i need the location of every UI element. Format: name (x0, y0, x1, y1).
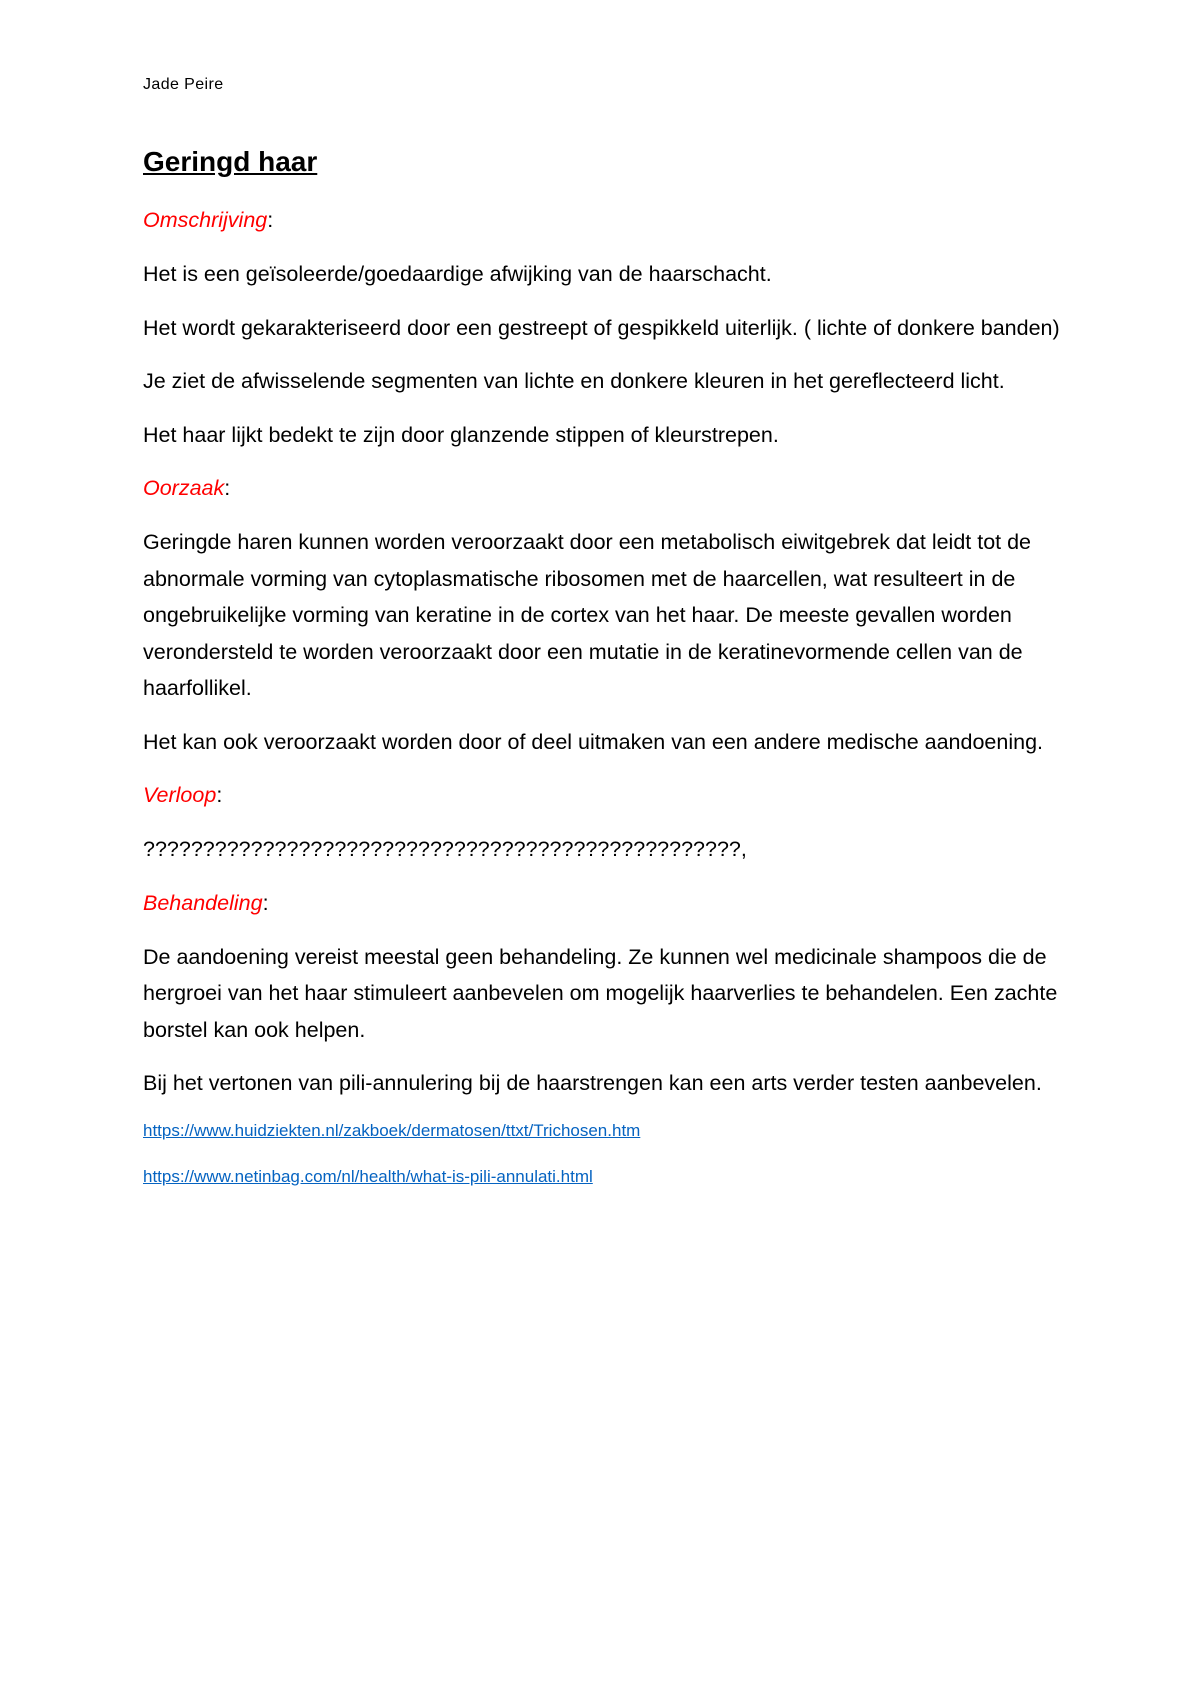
section-colon: : (267, 208, 274, 232)
section-colon: : (262, 890, 269, 915)
section-label-behandeling: Behandeling (143, 890, 263, 915)
page-title: Geringd haar (143, 146, 318, 177)
section-colon: : (224, 476, 231, 500)
section-heading-omschrijving (143, 202, 1063, 238)
paragraph-behandeling-1: De aandoening vereist meestal geen behandeling. Ze kunnen wel medicinale shampoos die de hergroei van het haar stimuleert aanbevelen om mogelijk haarverlies te behandelen. Een zachte borstel kan ook helpen. (143, 944, 1058, 1042)
reference-link-netinbag[interactable]: https://www.netinbag.com/nl/health/what-is-pili-annulati.html (143, 1166, 593, 1186)
paragraph-omschrijving-1: Het is een geïsoleerde/goedaardige afwijking van de haarschacht. (143, 262, 772, 286)
section-label-omschrijving: Omschrijving (143, 208, 268, 232)
section-heading-behandeling (143, 885, 1063, 921)
reference-links (143, 1119, 1063, 1189)
section-colon: : (216, 783, 223, 807)
paragraph-oorzaak-1: Geringde haren kunnen worden veroorzaakt door een metabolisch eiwitgebrek dat leidt tot de abnormale vorming van cytoplasmatische ribosomen met de haarcellen, wat resulteert in de ongebruikelijke vorming van keratine in de cortex van het haar. De meeste gevallen worden verondersteld te worden veroorzaakt door een mutatie in de keratinevormende cellen van de haarfollikel. (143, 530, 1032, 700)
paragraph-omschrijving-3: Je ziet de afwisselende segmenten van lichte en donkere kleuren in het gereflecteerd licht. (143, 369, 1005, 393)
paragraph-omschrijving-2: Het wordt gekarakteriseerd door een gestreept of gespikkeld uiterlijk. ( lichte of donkere banden) (143, 315, 1060, 340)
paragraph-oorzaak-2: Het kan ook veroorzaakt worden door of deel uitmaken van een andere medische aandoening. (143, 729, 1043, 754)
paragraph-behandeling-2: Bij het vertonen van pili-annulering bij de haarstrengen kan een arts verder testen aanbevelen. (143, 1071, 1042, 1095)
section-label-oorzaak: Oorzaak (143, 476, 225, 500)
author-header: Jade Peire (143, 76, 224, 93)
section-label-verloop: Verloop (143, 783, 217, 807)
section-heading-verloop (143, 777, 1063, 813)
section-heading-oorzaak (143, 470, 1063, 506)
reference-link-huidziekten[interactable]: https://www.huidziekten.nl/zakboek/dermatosen/ttxt/Trichosen.htm (143, 1120, 641, 1140)
document-body (143, 142, 1063, 1211)
paragraph-omschrijving-4: Het haar lijkt bedekt te zijn door glanzende stippen of kleurstrepen. (143, 422, 779, 447)
paragraph-verloop-1: ??????????????????????????????????????????????????, (143, 837, 747, 861)
